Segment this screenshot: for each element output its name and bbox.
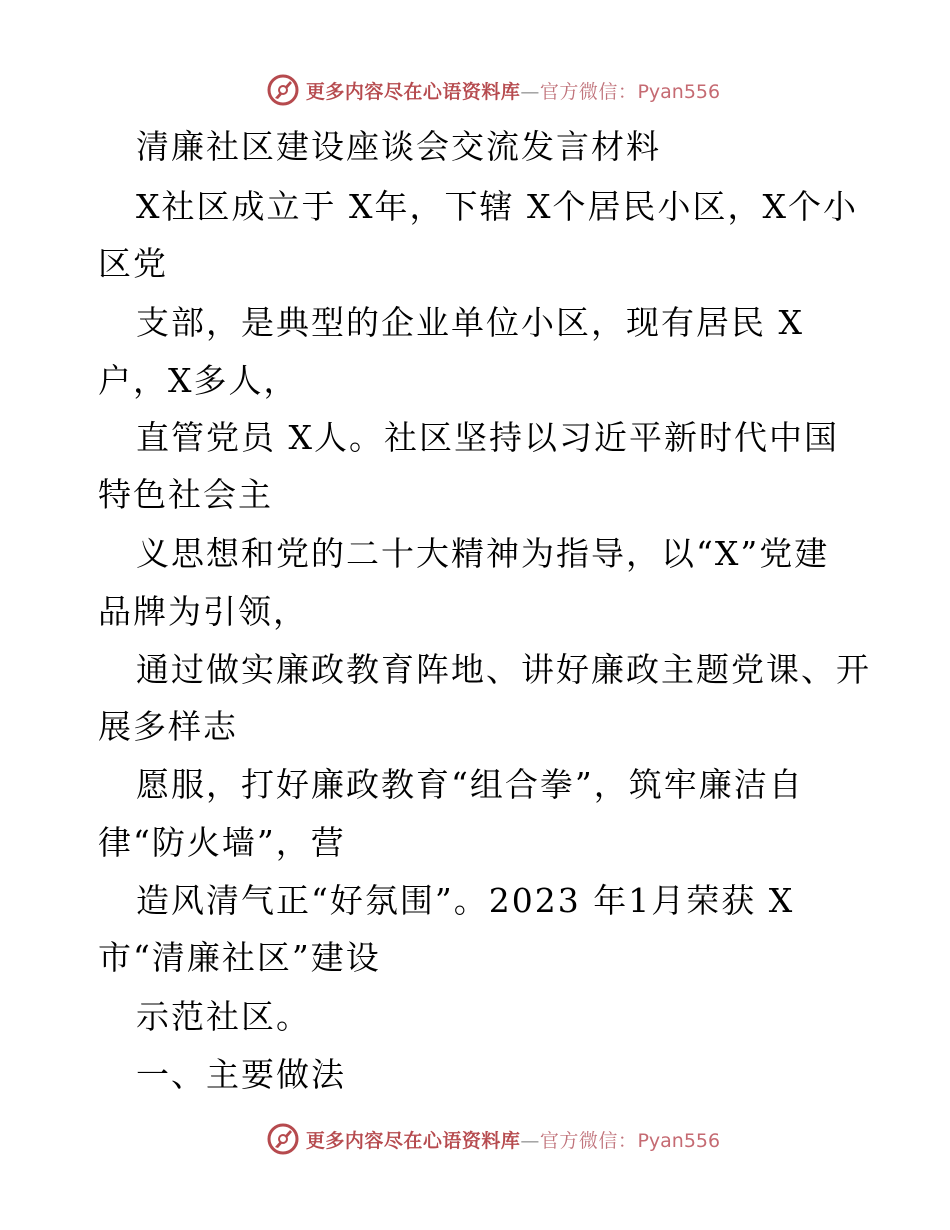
watermark-group [266,1122,720,1156]
paragraph-line: 律“防火墙”，营 [98,823,346,862]
paragraph-line: X社区成立于 X年，下辖 X个居民小区，X个小 [136,187,858,226]
watermark-text [306,1126,720,1153]
watermark-group [266,73,720,107]
section-heading: 一、主要做法 [136,1055,346,1094]
watermark-wechat-id: Pyan556 [637,1129,721,1152]
paragraph-line: 市“清廉社区”建设 [98,938,381,977]
paragraph-line: 支部，是典型的企业单位小区，现有居民 X [136,303,804,342]
watermark-brand: 更多内容尽在心语资料库 [305,80,521,103]
paragraph-line: 通过做实廉政教育阵地、讲好廉政主题党课、开 [136,650,871,689]
watermark-wechat-label: 官方微信： [539,80,638,103]
quill-logo-icon [266,73,300,107]
header-watermark [0,70,950,110]
paragraph-line: 直管党员 X人。社区坚持以习近平新时代中国 [136,418,839,457]
watermark-dash: — [520,80,540,103]
paragraph-line: 义思想和党的二十大精神为指导，以“X”党建 [136,534,830,573]
paragraph-line: 展多样志 [98,707,238,746]
document-title: 清廉社区建设座谈会交流发言材料 [136,127,661,166]
watermark-dash: — [520,1129,540,1152]
paragraph-line: 区党 [98,244,168,283]
footer-watermark [0,1119,950,1159]
paragraph-line: 户，X多人， [98,361,299,400]
watermark-wechat-id: Pyan556 [637,80,721,103]
quill-logo-icon [266,1122,300,1156]
paragraph-line: 特色社会主 [98,475,273,514]
paragraph-line: 愿服，打好廉政教育“组合拳”，筑牢廉洁自 [136,765,804,804]
watermark-text [306,77,720,104]
paragraph-line: 造风清气正“好氛围”。2023 年1月荣获 X [136,881,795,920]
paragraph-line: 品牌为引领， [98,592,308,631]
watermark-wechat-label: 官方微信： [539,1129,638,1152]
paragraph-line: 示范社区。 [136,997,311,1036]
watermark-brand: 更多内容尽在心语资料库 [305,1129,521,1152]
